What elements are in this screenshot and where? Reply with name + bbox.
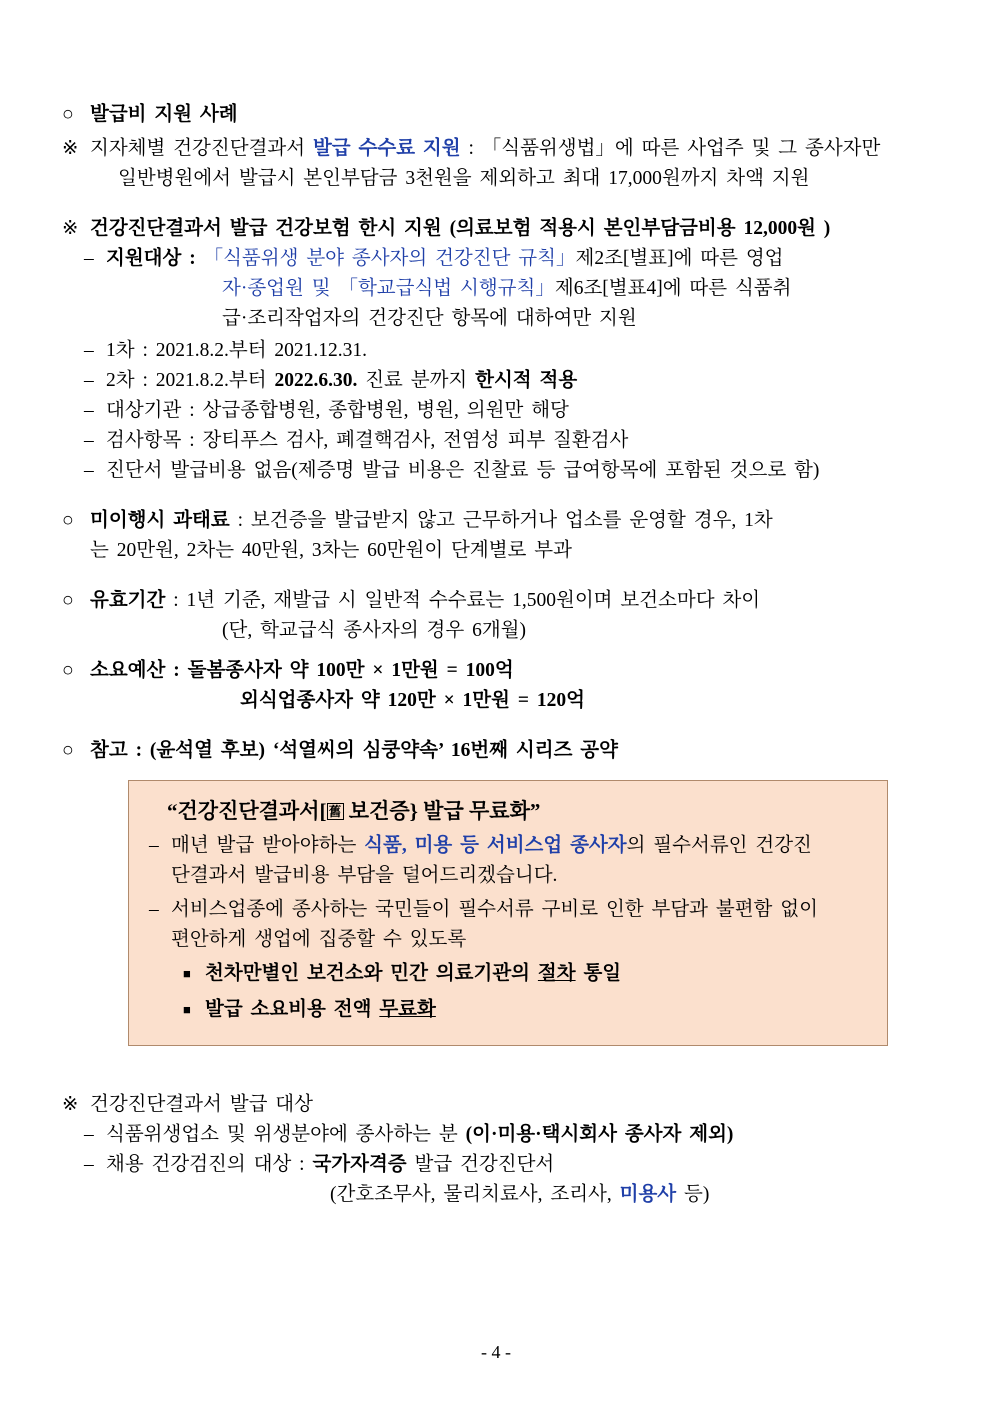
bullet-circle-icon-3: ○ bbox=[62, 590, 74, 611]
item-test-items bbox=[62, 426, 930, 456]
section-penalty bbox=[62, 506, 930, 536]
item-certificate-fee-text: 진단서 발급비용 없음(제증명 발급 비용은 진찰료 등 급여항목에 포함된 것으로 함) bbox=[106, 460, 820, 481]
bullet-star-icon-3: ※ bbox=[62, 1094, 79, 1115]
pledge-item-2-cont: 편안하게 생업에 집중할 수 있도록 bbox=[171, 929, 467, 950]
pledge-title-old-char: 舊 bbox=[328, 804, 342, 819]
item-support-target bbox=[62, 244, 930, 274]
section-heading-support-cases bbox=[62, 100, 930, 130]
pledge-item-1-pre: 매년 발급 받아야하는 bbox=[171, 835, 365, 856]
item-support-target-rule-1: 「식품위생 분야 종사자의 건강진단 규칙」 bbox=[203, 248, 576, 269]
pledge-title-mid: 보건증} bbox=[343, 799, 418, 823]
pledge-subitem-1-post: 통일 bbox=[575, 963, 622, 984]
tail-item-1-text bbox=[106, 1120, 930, 1150]
pledge-item-2 bbox=[149, 895, 867, 925]
bullet-dash-icon: – bbox=[84, 248, 94, 269]
bullet-circle-icon-5: ○ bbox=[62, 740, 74, 761]
item-support-target-line3: 급·조리작업자의 건강진단 항목에 대하여만 지원 bbox=[222, 308, 637, 329]
pledge-title-pre: “건강진단결과서 bbox=[167, 799, 320, 823]
item-support-target-line2-a: 자·종업원 및 bbox=[222, 278, 339, 299]
item-support-target-line2 bbox=[62, 274, 930, 304]
tail-subline bbox=[62, 1180, 930, 1210]
item-phase-1-text: 1차 : 2021.8.2.부터 2021.12.31. bbox=[106, 340, 368, 361]
item-phase-1 bbox=[62, 336, 930, 366]
pledge-subitem-2-pre: 발급 소요비용 전액 bbox=[205, 999, 380, 1020]
bullet-dash-icon-8: – bbox=[149, 899, 159, 920]
item-phase-2 bbox=[62, 366, 930, 396]
section-penalty-desc: : 보건증을 발급받지 않고 근무하거나 업소를 운영할 경우, 1차 bbox=[229, 510, 773, 531]
item-phase-2-emphasis: 한시적 적용 bbox=[475, 370, 578, 391]
item-phase-2-pre: 2차 : 2021.8.2.부터 bbox=[106, 370, 275, 391]
note-insurance-heading: 건강진단결과서 발급 건강보험 한시 지원 (의료보험 적용시 본인부담금비용 12,000원 ) bbox=[90, 218, 831, 239]
tail-note-text: 건강진단결과서 발급 대상 bbox=[90, 1094, 313, 1115]
section-budget-label: 소요예산 bbox=[90, 660, 166, 681]
pledge-subitem-1-pre: 천차만별인 보건소와 민간 의료기관의 bbox=[205, 963, 538, 984]
item-target-institutions bbox=[62, 396, 930, 426]
section-reference-label: 참고 bbox=[90, 740, 128, 761]
bullet-star-icon: ※ bbox=[62, 138, 79, 159]
pledge-notice-box bbox=[128, 780, 888, 1046]
tail-item-2-post: 발급 건강진단서 bbox=[406, 1154, 555, 1175]
tail-note bbox=[62, 1090, 930, 1120]
pledge-title bbox=[149, 795, 867, 827]
section-budget-desc: : 돌봄종사자 약 100만 × 1만원 = 100억 bbox=[165, 660, 514, 681]
bullet-dash-icon-3: – bbox=[84, 370, 94, 391]
bullet-dash-icon-4: – bbox=[84, 400, 94, 421]
bullet-dash-icon-10: – bbox=[84, 1154, 94, 1175]
note-local-government-support bbox=[62, 134, 930, 164]
pledge-item-1-cont: 단결과서 발급비용 부담을 덜어드리겠습니다. bbox=[171, 865, 558, 886]
pledge-title-brace: [ bbox=[319, 799, 327, 823]
item-target-institutions-text: 대상기관 : 상급종합병원, 종합병원, 병원, 의원만 해당 bbox=[106, 400, 569, 421]
pledge-subitem-2-underline: 무료화 bbox=[379, 999, 436, 1020]
item-test-items-text: 검사항목 : 장티푸스 검사, 폐결핵검사, 전염성 피부 질환검사 bbox=[106, 430, 629, 451]
pledge-item-1-post: 의 필수서류인 건강진 bbox=[626, 835, 812, 856]
section-penalty-text bbox=[90, 506, 930, 536]
bullet-dash-icon-2: – bbox=[84, 340, 94, 361]
tail-item-1 bbox=[62, 1120, 930, 1150]
bullet-circle-icon-4: ○ bbox=[62, 660, 74, 681]
pledge-title-post: 발급 무료화” bbox=[417, 799, 541, 823]
section-validity-cont: (단, 학교급식 종사자의 경우 6개월) bbox=[222, 620, 526, 641]
bullet-square-icon-2: ■ bbox=[183, 1002, 191, 1017]
pledge-subitem-1-underline: 절차 bbox=[537, 963, 576, 984]
item-phase-2-text bbox=[106, 366, 930, 396]
pledge-subitem-1-text bbox=[205, 959, 867, 989]
note-insurance-temp-support bbox=[62, 214, 930, 244]
item-support-target-plain-1: 제2조[별표]에 따른 영업 bbox=[575, 248, 784, 269]
pledge-item-1-highlight: 식품, 미용 등 서비스업 종사자 bbox=[364, 835, 627, 856]
pledge-item-2-text: 서비스업종에 종사하는 국민들이 필수서류 구비로 인한 부담과 불편함 없이 bbox=[171, 899, 818, 920]
tail-subline-pre: (간호조무사, 물리치료사, 조리사, bbox=[330, 1184, 620, 1205]
bullet-circle-icon-2: ○ bbox=[62, 510, 74, 531]
pledge-item-1-text bbox=[171, 831, 867, 861]
bullet-square-icon: ■ bbox=[183, 966, 191, 981]
tail-item-2-text bbox=[106, 1150, 930, 1180]
item-support-target-line2-plain: 제6조[별표4]에 따른 식품취 bbox=[554, 278, 792, 299]
item-certificate-fee bbox=[62, 456, 930, 486]
bullet-circle-icon: ○ bbox=[62, 104, 74, 125]
bullet-dash-icon-6: – bbox=[84, 460, 94, 481]
note-text-part-3: : 「식품위생법」에 따른 사업주 및 그 종사자만 bbox=[460, 138, 881, 159]
tail-item-2-pre: 채용 건강검진의 대상 : bbox=[106, 1154, 313, 1175]
item-phase-2-mid: 진료 분까지 bbox=[357, 370, 476, 391]
note-text bbox=[90, 134, 930, 164]
bullet-dash-icon-9: – bbox=[84, 1124, 94, 1145]
tail-item-1-bold: (이·미용·택시회사 종사자 제외) bbox=[465, 1124, 734, 1145]
section-budget-text bbox=[90, 656, 930, 686]
section-budget bbox=[62, 656, 930, 686]
pledge-subitem-2-text bbox=[205, 995, 867, 1025]
section-validity bbox=[62, 586, 930, 616]
bullet-dash-icon-7: – bbox=[149, 835, 159, 856]
tail-item-2-bold: 국가자격증 bbox=[312, 1154, 407, 1175]
section-penalty-cont: 는 20만원, 2차는 40만원, 3차는 60만원이 단계별로 부과 bbox=[90, 540, 572, 561]
section-reference-text bbox=[90, 736, 930, 766]
pledge-subitem-1 bbox=[183, 959, 867, 991]
note-text-highlight: 발급 수수료 지원 bbox=[312, 138, 461, 159]
page-number: - 4 - bbox=[481, 1342, 511, 1362]
note-local-government-support-cont: 일반병원에서 발급시 본인부담금 3천원을 제외하고 최대 17,000원까지 차액 지원 bbox=[118, 168, 810, 189]
section-validity-desc: : 1년 기준, 재발급 시 일반적 수수료는 1,500원이며 보건소마다 차이 bbox=[165, 590, 761, 611]
bullet-star-icon-2: ※ bbox=[62, 218, 79, 239]
section-validity-label: 유효기간 bbox=[90, 590, 166, 611]
section-budget-cont: 외식업종사자 약 120만 × 1만원 = 120억 bbox=[240, 690, 585, 711]
item-support-target-line2-b: 「학교급식법 시행규칙」 bbox=[338, 278, 555, 299]
item-support-target-text bbox=[106, 244, 930, 274]
tail-subline-post: 등) bbox=[676, 1184, 710, 1205]
item-support-target-label: 지원대상 : bbox=[106, 248, 204, 269]
section-title: 발급비 지원 사례 bbox=[90, 104, 238, 125]
bullet-dash-icon-5: – bbox=[84, 430, 94, 451]
tail-item-1-pre: 식품위생업소 및 위생분야에 종사하는 분 bbox=[106, 1124, 466, 1145]
section-reference-desc: : (윤석열 후보) ‘석열씨의 심쿵약속’ 16번째 시리즈 공약 bbox=[127, 740, 618, 761]
item-phase-2-date: 2022.6.30. bbox=[274, 370, 358, 391]
section-reference bbox=[62, 736, 930, 766]
section-penalty-label: 미이행시 과태료 bbox=[90, 510, 230, 531]
tail-subline-highlight: 미용사 bbox=[619, 1184, 677, 1205]
tail-item-2 bbox=[62, 1150, 930, 1180]
section-validity-text bbox=[90, 586, 930, 616]
pledge-subitem-2 bbox=[183, 995, 867, 1027]
pledge-item-1 bbox=[149, 831, 867, 861]
note-text-part-1: 지자체별 건강진단결과서 bbox=[90, 138, 313, 159]
